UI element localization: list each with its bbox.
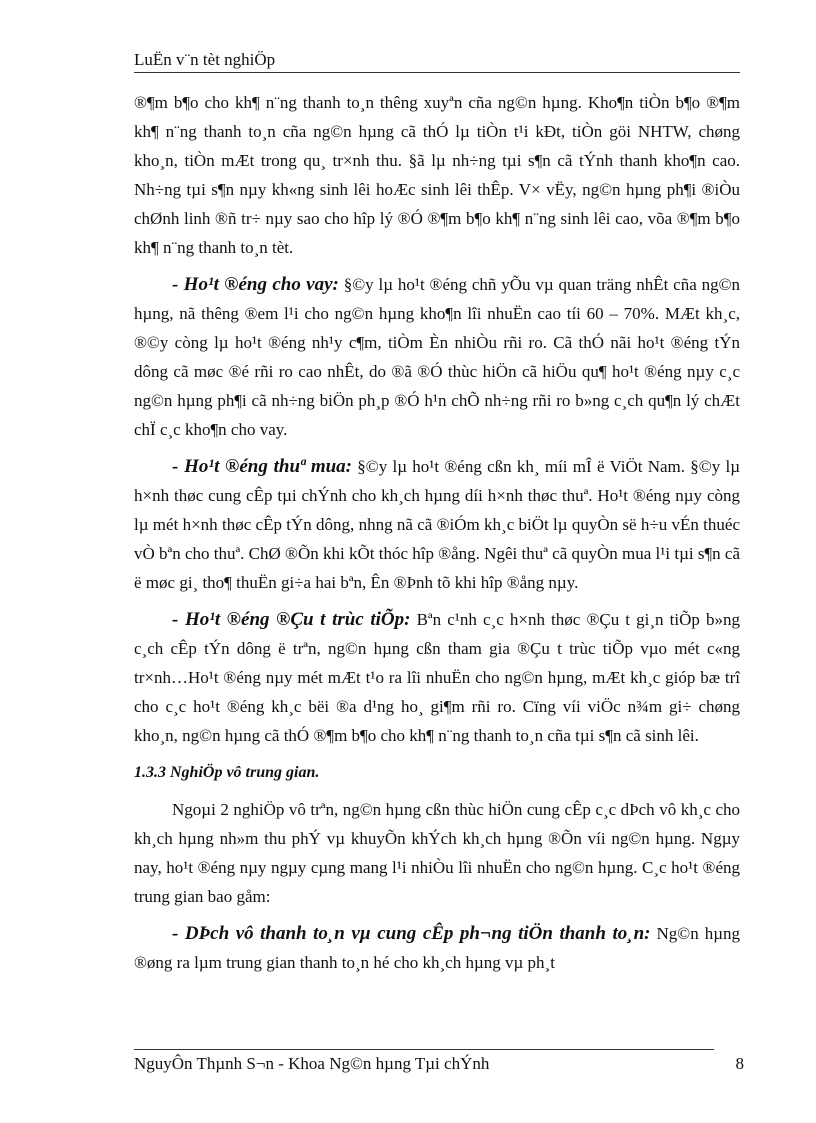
paragraph-text: Ng©n hµng ®øng ra lµm trung gian thanh to¸n hé cho kh¸ch hµng vµ ph¸t (134, 924, 741, 972)
page-footer (134, 1054, 744, 1074)
paragraph-text: Ngoµi 2 nghiÖp vô trªn, ng©n hµng cßn thùc hiÖn cung cÊp c¸c dÞch vô kh¸c cho kh¸ch hµng nh»m thu phÝ vµ khuyÕn khÝch kh¸ch hµng ®Õn víi ng©n hµng. Ngµy nay, ho¹t ®éng nµy ngµy cµng mang l¹i nhiÒu lîi nhuËn cho ng©n hµng. C¸c ho¹t ®éng trung gian bao gåm: (134, 800, 740, 906)
header-title: LuËn v¨n tèt nghiÖp (134, 50, 276, 69)
paragraph-lead: - Ho¹t ®éng ®Çu t trùc tiÕp: (172, 609, 411, 630)
paragraph-text: ®¶m b¶o cho kh¶ n¨ng thanh to¸n thêng xuyªn cña ng©n hµng. Kho¶n tiÒn b¶o ®¶m kh¶ n¨ng thanh to¸n cña ng©n hµng cã thÓ lµ tiÒn t¹i kÐt, tiÒn göi NHTW, chøng kho¸n, tiÒn mÆt trong qu¸ tr×nh thu. §ã lµ nh÷ng tµi s¶n cã tÝnh thanh kho¶n cao. Nh÷ng tµi s¶n nµy kh«ng sinh lêi hoÆc sinh lêi thÊp. V× vËy, ng©n hµng ph¶i ®iÒu chØnh linh ®ñ tr÷ nµy sao cho hîp lý ®Ó ®¶m b¶o kh¶ n¨ng sinh lêi cao, võa ®¶m b¶o kh¶ n¨ng thanh to¸n tèt. (134, 93, 740, 257)
footer-author: NguyÔn Thµnh S¬n - Khoa Ng©n hµng Tµi chÝnh (134, 1054, 490, 1073)
paragraph-lead: - DÞch vô thanh to¸n vµ cung cÊp ph¬ng tiÖn thanh to¸n: (172, 923, 651, 944)
paragraph-lending (134, 270, 740, 444)
paragraph-payment-services (134, 919, 740, 977)
footer-divider (134, 1049, 714, 1050)
paragraph-lead: - Ho¹t ®éng cho vay: (172, 274, 339, 295)
running-header (134, 50, 740, 73)
paragraph-lead: - Ho¹t ®éng thuª mua: (172, 456, 353, 477)
document-body (134, 88, 740, 985)
section-heading: 1.3.3 NghiÖp vô trung gian. (134, 764, 320, 781)
paragraph-text: §©y lµ ho¹t ®éng cßn kh¸ míi mÎ ë ViÖt Nam. §©y lµ h×nh thøc cung cÊp tµi chÝnh cho kh¸ch hµng díi h×nh thøc thuª. Ho¹t ®éng nµy còng lµ mét h×nh thøc cÊp tÝn dông, nhng nã cã ®iÓm kh¸c biÖt lµ quyÒn së h÷u vÉn thuéc vÒ bªn cho thuª. ChØ ®Õn khi kÕt thóc hîp ®ång. Ngêi thuª cã quyÒn mua l¹i tµi s¶n cã ë møc gi¸ tho¶ thuËn gi÷a hai bªn, Ên ®Þnh tõ khi hîp ®ång nµy. (134, 457, 740, 592)
paragraph-investment (134, 605, 740, 750)
paragraph-text: §©y lµ ho¹t ®éng chñ yÕu vµ quan träng nhÊt cña ng©n hµng, nã thêng ®em l¹i cho ng©n hµng kho¶n lîi nhuËn cao tíi 60 – 70%. MÆt kh¸c, ®©y còng lµ ho¹t ®éng nh¹y c¶m, tiÒm Èn nhiÒu rñi ro. Cã thÓ nãi ho¹t ®éng tÝn dông cã møc ®é rñi ro cao nhÊt, do ®ã ®Ó thùc hiÖn cã hiÖu qu¶ ho¹t ®éng nµy c¸c ng©n hµng ph¶i cã nh÷ng biÖn ph¸p ®Ó h¹n chÕ nh÷ng rñi ro b»ng c¸ch qu¶n lý chÆt chÏ c¸c kho¶n cho vay. (134, 275, 741, 439)
paragraph-intro (134, 88, 740, 262)
page-number: 8 (735, 1054, 744, 1073)
paragraph-intermediary (134, 795, 740, 911)
paragraph-text: Bªn c¹nh c¸c h×nh thøc ®Çu t gi¸n tiÕp b»ng c¸ch cÊp tÝn dông ë trªn, ng©n hµng cßn tham gia ®Çu t trùc tiÕp vµo mét c«ng tr×nh…Ho¹t ®éng nµy mét mÆt t¹o ra lîi nhuËn cho ng©n hµng, mÆt kh¸c gióp bæ trî cho c¸c ho¹t ®éng kh¸c bëi ®a d¹ng ho¸ gi¶m rñi ro. Cïng víi viÖc n¾m gi÷ chøng kho¸n, ng©n hµng cã thÓ ®¶m b¶o cho kh¶ n¨ng thanh to¸n cña tµi s¶n cã sinh lêi. (134, 610, 740, 745)
paragraph-leasing (134, 452, 740, 597)
